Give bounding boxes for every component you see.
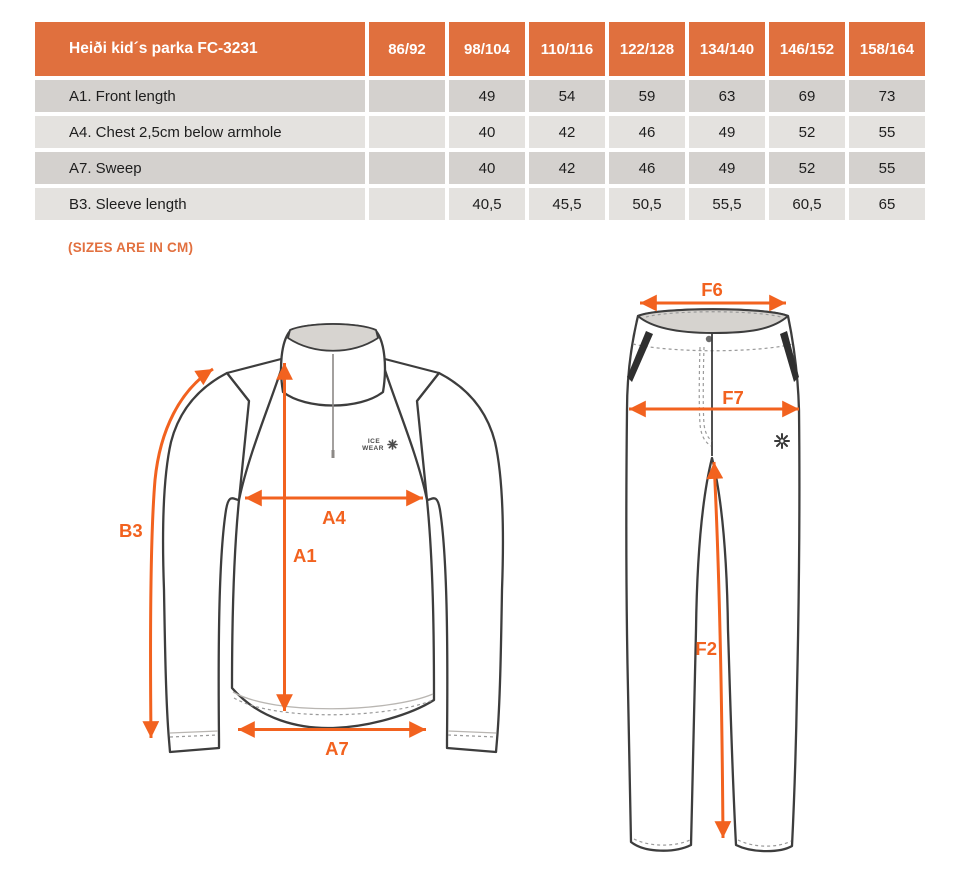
- a4-label: A4: [322, 507, 346, 528]
- f2-label: F2: [695, 638, 717, 659]
- measure-value: 65: [849, 188, 925, 220]
- measure-label: A1. Front length: [35, 80, 365, 112]
- size-col-header: 110/116: [529, 22, 605, 76]
- svg-text:WEAR: WEAR: [362, 445, 384, 452]
- measure-value: 73: [849, 80, 925, 112]
- pants-diagram: [626, 279, 799, 851]
- measure-value: 55: [849, 116, 925, 148]
- measure-value: 42: [529, 152, 605, 184]
- measure-value: 52: [769, 116, 845, 148]
- product-title: Heiði kid´s parka FC-3231: [35, 22, 365, 76]
- measure-value: 55: [849, 152, 925, 184]
- size-col-header: 158/164: [849, 22, 925, 76]
- measure-label: A7. Sweep: [35, 152, 365, 184]
- f6-label: F6: [701, 279, 723, 300]
- measure-value: 45,5: [529, 188, 605, 220]
- pants-snowflake-icon: [775, 434, 789, 448]
- measure-value: 54: [529, 80, 605, 112]
- svg-text:ICE: ICE: [367, 438, 381, 445]
- measure-value: 59: [609, 80, 685, 112]
- measure-value: 40: [449, 152, 525, 184]
- measure-value: 52: [769, 152, 845, 184]
- measure-value: 49: [449, 80, 525, 112]
- a1-label: A1: [293, 545, 317, 566]
- measure-value: 40: [449, 116, 525, 148]
- jacket-diagram: [119, 324, 503, 759]
- size-col-header: 98/104: [449, 22, 525, 76]
- measure-value: 40,5: [449, 188, 525, 220]
- measure-value: 63: [689, 80, 765, 112]
- measure-value: 49: [689, 152, 765, 184]
- a7-label: A7: [325, 738, 349, 759]
- measure-value: 55,5: [689, 188, 765, 220]
- b3-label: B3: [119, 520, 143, 541]
- measure-value: 50,5: [609, 188, 685, 220]
- measure-value: 42: [529, 116, 605, 148]
- measure-value: 69: [769, 80, 845, 112]
- size-col-header: 122/128: [609, 22, 685, 76]
- measure-value: 46: [609, 116, 685, 148]
- size-col-header: 86/92: [369, 22, 445, 76]
- size-col-header: 146/152: [769, 22, 845, 76]
- measure-label: A4. Chest 2,5cm below armhole: [35, 116, 365, 148]
- measure-value: 46: [609, 152, 685, 184]
- measure-label: B3. Sleeve length: [35, 188, 365, 220]
- measure-value: 49: [689, 116, 765, 148]
- logo-snowflake-icon: [388, 440, 397, 449]
- measure-value: 60,5: [769, 188, 845, 220]
- f7-label: F7: [722, 387, 744, 408]
- sizes-in-cm-note: (SIZES ARE IN CM): [68, 240, 194, 255]
- size-col-header: 134/140: [689, 22, 765, 76]
